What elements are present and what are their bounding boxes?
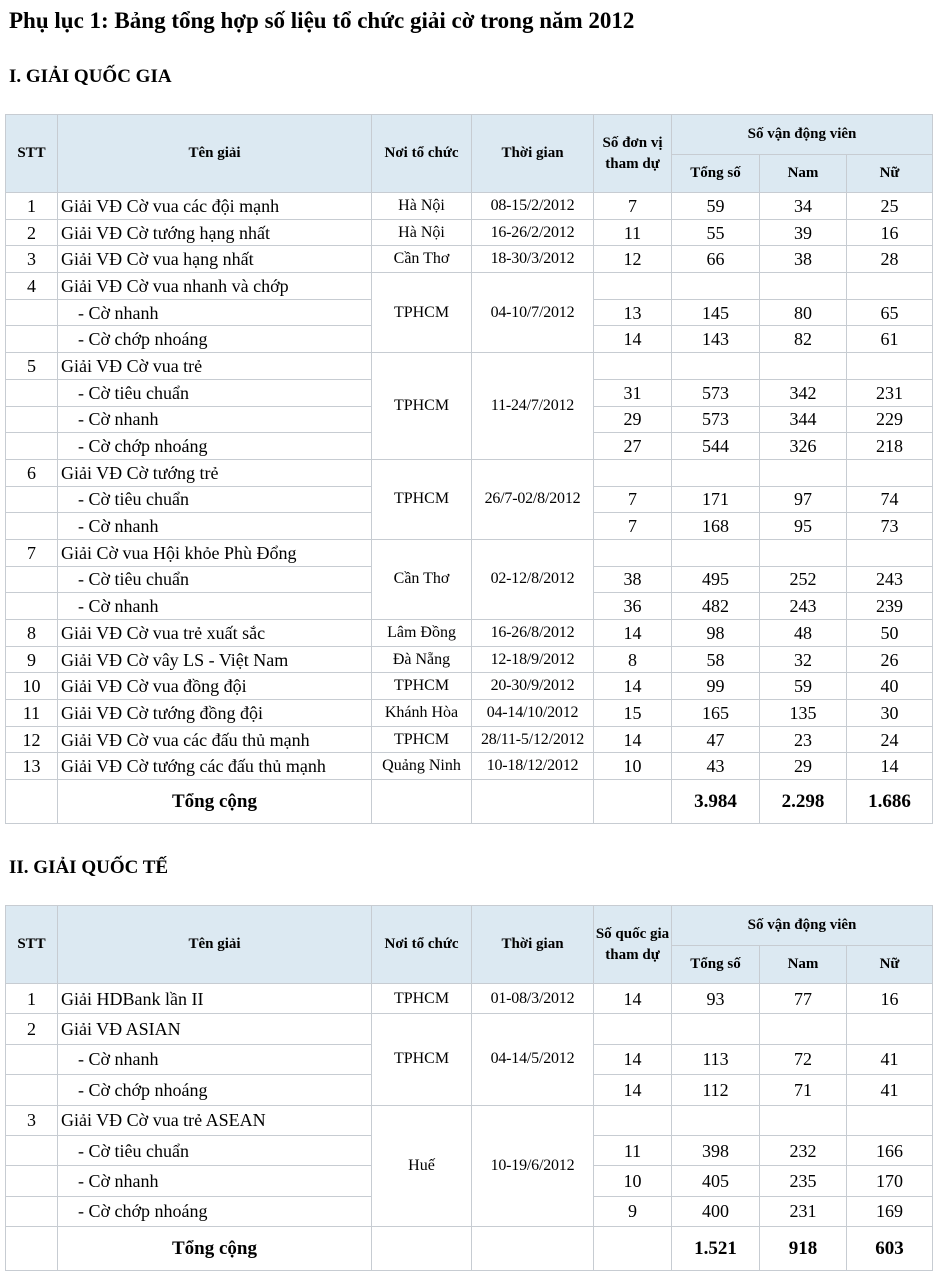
header-name: Tên giải	[58, 906, 372, 984]
subrow-total: 398	[672, 1135, 760, 1165]
empty-cell	[847, 1014, 933, 1044]
row-place: TPHCM	[372, 459, 472, 539]
subrow-male: 243	[760, 593, 847, 620]
row-stt: 4	[6, 273, 58, 300]
row-place: Hà Nội	[372, 193, 472, 220]
row-place: Cần Thơ	[372, 539, 472, 619]
empty-cell	[672, 539, 760, 566]
row-female: 28	[847, 246, 933, 273]
subrow-total: 573	[672, 379, 760, 406]
total-sum: 3.984	[672, 780, 760, 824]
row-stt-empty	[6, 406, 58, 433]
subrow-total: 482	[672, 593, 760, 620]
subrow-name: - Cờ chớp nhoáng	[58, 1196, 372, 1226]
header-place: Nơi tổ chức	[372, 906, 472, 984]
subrow-total: 112	[672, 1075, 760, 1105]
empty-cell	[594, 273, 672, 300]
row-units: 8	[594, 646, 672, 673]
row-time: 02-12/8/2012	[472, 539, 594, 619]
subrow-units: 14	[594, 326, 672, 353]
empty-cell	[672, 273, 760, 300]
row-units: 11	[594, 219, 672, 246]
row-name: Giải Cờ vua Hội khỏe Phù Đổng	[58, 539, 372, 566]
empty-cell	[672, 353, 760, 380]
header-units: Số quốc gia tham dự	[594, 906, 672, 984]
row-units: 15	[594, 700, 672, 727]
header-row	[6, 115, 933, 155]
table-row	[6, 219, 933, 246]
row-stt: 3	[6, 1105, 58, 1135]
row-time: 20-30/9/2012	[472, 673, 594, 700]
table-row	[6, 646, 933, 673]
row-stt-empty	[6, 326, 58, 353]
row-stt-empty	[6, 1135, 58, 1165]
row-place: TPHCM	[372, 1014, 472, 1105]
subrow-male: 232	[760, 1135, 847, 1165]
subrow-total: 171	[672, 486, 760, 513]
empty-cell	[594, 1105, 672, 1135]
subrow-female: 65	[847, 299, 933, 326]
subrow-female: 218	[847, 433, 933, 460]
row-male: 29	[760, 753, 847, 780]
subrow-total: 405	[672, 1166, 760, 1196]
row-place: Huế	[372, 1105, 472, 1227]
empty-cell	[594, 459, 672, 486]
subrow-name: - Cờ tiêu chuẩn	[58, 1135, 372, 1165]
subrow-name: - Cờ tiêu chuẩn	[58, 486, 372, 513]
row-female: 40	[847, 673, 933, 700]
header-female: Nữ	[847, 946, 933, 984]
row-stt: 8	[6, 620, 58, 647]
row-total: 165	[672, 700, 760, 727]
subrow-units: 31	[594, 379, 672, 406]
row-stt-empty	[6, 1075, 58, 1105]
row-time: 10-19/6/2012	[472, 1105, 594, 1227]
empty-cell	[760, 1014, 847, 1044]
row-place: TPHCM	[372, 726, 472, 753]
empty-cell	[760, 353, 847, 380]
subrow-male: 97	[760, 486, 847, 513]
section-heading-national: I. GIẢI QUỐC GIA	[9, 66, 172, 87]
row-time: 26/7-02/8/2012	[472, 459, 594, 539]
empty-cell	[760, 539, 847, 566]
row-units: 14	[594, 673, 672, 700]
row-place: Khánh Hòa	[372, 700, 472, 727]
document-title: Phụ lục 1: Bảng tổng hợp số liệu tổ chức giải cờ trong năm 2012	[9, 8, 635, 33]
total-male: 918	[760, 1227, 847, 1271]
empty-cell	[847, 539, 933, 566]
row-place: TPHCM	[372, 673, 472, 700]
row-units: 14	[594, 984, 672, 1014]
subrow-female: 61	[847, 326, 933, 353]
row-stt: 5	[6, 353, 58, 380]
row-stt: 10	[6, 673, 58, 700]
empty-cell	[847, 353, 933, 380]
row-total: 66	[672, 246, 760, 273]
table-row	[6, 353, 933, 380]
subrow-units: 27	[594, 433, 672, 460]
row-units: 14	[594, 726, 672, 753]
subrow-total: 573	[672, 406, 760, 433]
empty-cell	[847, 459, 933, 486]
subrow-units: 7	[594, 513, 672, 540]
subrow-name: - Cờ tiêu chuẩn	[58, 379, 372, 406]
row-place: TPHCM	[372, 273, 472, 353]
table-row	[6, 673, 933, 700]
subrow-male: 72	[760, 1044, 847, 1074]
row-stt-empty	[6, 379, 58, 406]
row-male: 59	[760, 673, 847, 700]
row-stt: 11	[6, 700, 58, 727]
row-name: Giải HDBank lần II	[58, 984, 372, 1014]
row-stt: 6	[6, 459, 58, 486]
row-stt-empty	[6, 1196, 58, 1226]
row-female: 25	[847, 193, 933, 220]
row-units: 7	[594, 193, 672, 220]
row-stt: 9	[6, 646, 58, 673]
row-place: Hà Nội	[372, 219, 472, 246]
total-label: Tổng cộng	[58, 780, 372, 824]
total-empty	[472, 1227, 594, 1271]
header-total: Tổng số	[672, 155, 760, 193]
row-name: Giải VĐ Cờ vua các đội mạnh	[58, 193, 372, 220]
row-total: 43	[672, 753, 760, 780]
table-row	[6, 984, 933, 1014]
subrow-units: 38	[594, 566, 672, 593]
row-place: TPHCM	[372, 984, 472, 1014]
subrow-male: 344	[760, 406, 847, 433]
subrow-female: 73	[847, 513, 933, 540]
subrow-name: - Cờ nhanh	[58, 1166, 372, 1196]
row-name: Giải VĐ Cờ tướng trẻ	[58, 459, 372, 486]
row-total: 58	[672, 646, 760, 673]
row-stt: 2	[6, 219, 58, 246]
row-female: 30	[847, 700, 933, 727]
total-empty	[472, 780, 594, 824]
row-male: 34	[760, 193, 847, 220]
header-row	[6, 906, 933, 946]
section-heading-international: II. GIẢI QUỐC TẾ	[9, 857, 169, 878]
total-female: 1.686	[847, 780, 933, 824]
subrow-male: 231	[760, 1196, 847, 1226]
header-female: Nữ	[847, 155, 933, 193]
row-male: 77	[760, 984, 847, 1014]
row-name: Giải VĐ Cờ vua hạng nhất	[58, 246, 372, 273]
header-male: Nam	[760, 946, 847, 984]
total-empty	[372, 780, 472, 824]
table-row	[6, 539, 933, 566]
table-row	[6, 1105, 933, 1135]
subrow-total: 495	[672, 566, 760, 593]
row-time: 04-14/5/2012	[472, 1014, 594, 1105]
subrow-male: 342	[760, 379, 847, 406]
row-name: Giải VĐ Cờ tướng các đấu thủ mạnh	[58, 753, 372, 780]
subrow-female: 243	[847, 566, 933, 593]
row-name: Giải VĐ Cờ tướng đồng đội	[58, 700, 372, 727]
row-female: 16	[847, 219, 933, 246]
row-units: 12	[594, 246, 672, 273]
subrow-female: 74	[847, 486, 933, 513]
row-stt-empty	[6, 486, 58, 513]
header-units: Số đơn vị tham dự	[594, 115, 672, 193]
subrow-name: - Cờ nhanh	[58, 1044, 372, 1074]
row-time: 10-18/12/2012	[472, 753, 594, 780]
empty-cell	[760, 273, 847, 300]
table-row	[6, 1014, 933, 1044]
subrow-units: 9	[594, 1196, 672, 1226]
subrow-name: - Cờ chớp nhoáng	[58, 1075, 372, 1105]
total-stt-empty	[6, 780, 58, 824]
header-place: Nơi tổ chức	[372, 115, 472, 193]
table-row	[6, 753, 933, 780]
row-total: 99	[672, 673, 760, 700]
subrow-female: 169	[847, 1196, 933, 1226]
row-stt: 3	[6, 246, 58, 273]
empty-cell	[847, 273, 933, 300]
subrow-female: 41	[847, 1075, 933, 1105]
subrow-units: 29	[594, 406, 672, 433]
table-row	[6, 273, 933, 300]
row-time: 16-26/8/2012	[472, 620, 594, 647]
national-tournaments-table	[5, 114, 933, 824]
subrow-male: 82	[760, 326, 847, 353]
header-athletes: Số vận động viên	[672, 115, 933, 155]
table-row	[6, 246, 933, 273]
subrow-units: 11	[594, 1135, 672, 1165]
row-female: 14	[847, 753, 933, 780]
row-female: 26	[847, 646, 933, 673]
subrow-male: 80	[760, 299, 847, 326]
row-name: Giải VĐ Cờ vây LS - Việt Nam	[58, 646, 372, 673]
row-name: Giải VĐ Cờ vua nhanh và chớp	[58, 273, 372, 300]
row-time: 11-24/7/2012	[472, 353, 594, 460]
subrow-name: - Cờ tiêu chuẩn	[58, 566, 372, 593]
row-male: 32	[760, 646, 847, 673]
row-male: 23	[760, 726, 847, 753]
subrow-female: 229	[847, 406, 933, 433]
header-male: Nam	[760, 155, 847, 193]
header-athletes: Số vận động viên	[672, 906, 933, 946]
subrow-male: 95	[760, 513, 847, 540]
subrow-female: 239	[847, 593, 933, 620]
row-stt-empty	[6, 566, 58, 593]
subrow-units: 10	[594, 1166, 672, 1196]
row-total: 59	[672, 193, 760, 220]
row-name: Giải VĐ Cờ vua đồng đội	[58, 673, 372, 700]
row-stt: 1	[6, 193, 58, 220]
row-male: 38	[760, 246, 847, 273]
row-stt: 1	[6, 984, 58, 1014]
row-time: 12-18/9/2012	[472, 646, 594, 673]
row-stt-empty	[6, 1166, 58, 1196]
total-row	[6, 1227, 933, 1271]
header-stt: STT	[6, 906, 58, 984]
row-total: 47	[672, 726, 760, 753]
total-row	[6, 780, 933, 824]
total-female: 603	[847, 1227, 933, 1271]
subrow-female: 170	[847, 1166, 933, 1196]
table-row	[6, 620, 933, 647]
header-total: Tổng số	[672, 946, 760, 984]
subrow-total: 544	[672, 433, 760, 460]
subrow-female: 166	[847, 1135, 933, 1165]
row-units: 14	[594, 620, 672, 647]
subrow-name: - Cờ nhanh	[58, 593, 372, 620]
total-label: Tổng cộng	[58, 1227, 372, 1271]
subrow-female: 41	[847, 1044, 933, 1074]
subrow-units: 13	[594, 299, 672, 326]
total-empty	[594, 780, 672, 824]
empty-cell	[760, 459, 847, 486]
row-stt: 12	[6, 726, 58, 753]
row-name: Giải VĐ ASIAN	[58, 1014, 372, 1044]
row-place: TPHCM	[372, 353, 472, 460]
row-name: Giải VĐ Cờ vua trẻ ASEAN	[58, 1105, 372, 1135]
row-male: 48	[760, 620, 847, 647]
empty-cell	[847, 1105, 933, 1135]
international-tournaments-table	[5, 905, 933, 1271]
header-time: Thời gian	[472, 115, 594, 193]
header-stt: STT	[6, 115, 58, 193]
row-female: 50	[847, 620, 933, 647]
header-name: Tên giải	[58, 115, 372, 193]
subrow-male: 326	[760, 433, 847, 460]
subrow-units: 14	[594, 1075, 672, 1105]
subrow-total: 143	[672, 326, 760, 353]
empty-cell	[760, 1105, 847, 1135]
row-stt-empty	[6, 593, 58, 620]
subrow-total: 168	[672, 513, 760, 540]
subrow-total: 145	[672, 299, 760, 326]
subrow-units: 7	[594, 486, 672, 513]
empty-cell	[672, 1105, 760, 1135]
row-time: 04-10/7/2012	[472, 273, 594, 353]
table-row	[6, 459, 933, 486]
subrow-male: 235	[760, 1166, 847, 1196]
row-place: Cần Thơ	[372, 246, 472, 273]
subrow-name: - Cờ chớp nhoáng	[58, 433, 372, 460]
row-male: 39	[760, 219, 847, 246]
row-time: 16-26/2/2012	[472, 219, 594, 246]
row-total: 93	[672, 984, 760, 1014]
row-total: 98	[672, 620, 760, 647]
total-empty	[372, 1227, 472, 1271]
subrow-male: 71	[760, 1075, 847, 1105]
table-row	[6, 726, 933, 753]
row-total: 55	[672, 219, 760, 246]
total-sum: 1.521	[672, 1227, 760, 1271]
row-female: 16	[847, 984, 933, 1014]
subrow-male: 252	[760, 566, 847, 593]
row-place: Đà Nẵng	[372, 646, 472, 673]
subrow-total: 113	[672, 1044, 760, 1074]
empty-cell	[594, 353, 672, 380]
total-stt-empty	[6, 1227, 58, 1271]
header-time: Thời gian	[472, 906, 594, 984]
row-stt-empty	[6, 1044, 58, 1074]
empty-cell	[594, 1014, 672, 1044]
subrow-name: - Cờ nhanh	[58, 299, 372, 326]
subrow-female: 231	[847, 379, 933, 406]
row-name: Giải VĐ Cờ vua trẻ	[58, 353, 372, 380]
row-name: Giải VĐ Cờ vua trẻ xuất sắc	[58, 620, 372, 647]
total-empty	[594, 1227, 672, 1271]
row-time: 01-08/3/2012	[472, 984, 594, 1014]
table-row	[6, 193, 933, 220]
row-stt: 7	[6, 539, 58, 566]
empty-cell	[594, 539, 672, 566]
row-name: Giải VĐ Cờ vua các đấu thủ mạnh	[58, 726, 372, 753]
row-time: 18-30/3/2012	[472, 246, 594, 273]
row-stt-empty	[6, 513, 58, 540]
empty-cell	[672, 459, 760, 486]
subrow-total: 400	[672, 1196, 760, 1226]
row-stt-empty	[6, 299, 58, 326]
subrow-name: - Cờ nhanh	[58, 513, 372, 540]
row-time: 04-14/10/2012	[472, 700, 594, 727]
row-time: 28/11-5/12/2012	[472, 726, 594, 753]
row-place: Lâm Đồng	[372, 620, 472, 647]
row-name: Giải VĐ Cờ tướng hạng nhất	[58, 219, 372, 246]
empty-cell	[672, 1014, 760, 1044]
row-stt: 13	[6, 753, 58, 780]
row-time: 08-15/2/2012	[472, 193, 594, 220]
row-female: 24	[847, 726, 933, 753]
total-male: 2.298	[760, 780, 847, 824]
row-stt: 2	[6, 1014, 58, 1044]
subrow-units: 36	[594, 593, 672, 620]
subrow-name: - Cờ chớp nhoáng	[58, 326, 372, 353]
row-units: 10	[594, 753, 672, 780]
subrow-name: - Cờ nhanh	[58, 406, 372, 433]
row-stt-empty	[6, 433, 58, 460]
table-row	[6, 700, 933, 727]
row-male: 135	[760, 700, 847, 727]
subrow-units: 14	[594, 1044, 672, 1074]
row-place: Quảng Ninh	[372, 753, 472, 780]
